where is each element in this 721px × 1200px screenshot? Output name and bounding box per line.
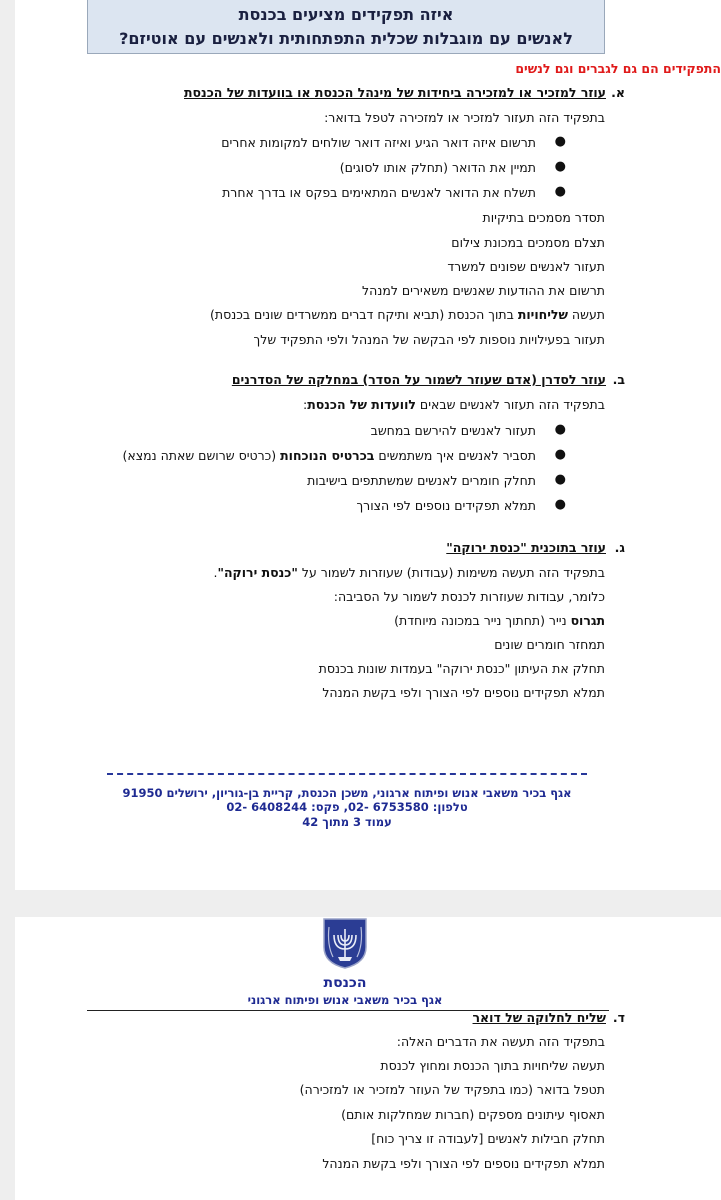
section-a-line: תצלם מסמכים במכונת צילום bbox=[451, 235, 605, 250]
section-b-bullet: תמלא תפקידים נוספים לפי הצורך bbox=[356, 498, 536, 513]
section-b-bullet: תעזור לאנשים להירשם במחשב bbox=[370, 423, 536, 438]
section-a-line: תעזור לאנשים שפונים למשרד bbox=[447, 259, 605, 274]
bullet-icon: ● bbox=[554, 447, 566, 462]
section-a-bullet: תמיין את הדואר (תחלק אותו לסוגים) bbox=[339, 160, 536, 175]
bullet-icon: ● bbox=[554, 159, 566, 174]
section-a-line: תעזור בפעילויות נוספות לפי הבקשה של המנהל ולפי התפקיד שלך bbox=[253, 332, 605, 347]
section-d-line: תטפל בדואר (כמו בתפקיד של העוזר למזכיר או למזכירה) bbox=[299, 1082, 605, 1097]
section-a-heading: עוזר למזכיר או למזכירה ביחידות של מינהל הכנסת או בוועדות של הכנסת bbox=[184, 85, 606, 100]
section-c-line: תמחזר חומרים שונים bbox=[494, 637, 605, 652]
knesset-emblem-icon bbox=[322, 917, 368, 969]
section-c-letter: ג. bbox=[614, 540, 625, 555]
section-a-line: תרשום את ההודעות שאנשים משאירים למנהל bbox=[362, 283, 605, 298]
footer-address: אגף בכיר משאבי אנוש ופיתוח ארגוני, משכן הכנסת, קריית בן-גוריון, ירושלים 91950 bbox=[122, 786, 572, 800]
section-c-heading: עוזר בתוכנית "כנסת ירוקה" bbox=[446, 540, 606, 555]
footer-phone: טלפון: 6753580 -02, פקס: 6408244 -02 bbox=[226, 800, 468, 814]
section-a-line: תסדר מסמכים בתיקיות bbox=[482, 210, 605, 225]
bullet-icon: ● bbox=[554, 472, 566, 487]
knesset-org-name: הכנסת bbox=[323, 975, 367, 991]
title-box bbox=[87, 0, 605, 54]
section-d-line: תעשה שליחויות בתוך הכנסת ומחוץ לכנסת bbox=[380, 1058, 605, 1073]
section-b-intro: בתפקיד הזה תעזור לאנשים שבאים לוועדות של הכנסת: bbox=[302, 397, 605, 412]
department-name: אגף בכיר משאבי אנוש ופיתוח ארגוני bbox=[247, 993, 443, 1007]
section-c-line: תחלק את העיתון "כנסת ירוקה" בעמדות שונות בכנסת bbox=[318, 661, 605, 676]
bullet-icon: ● bbox=[554, 134, 566, 149]
section-d-line: תמלא תפקידים נוספים לפי הצורך ולפי בקשת המנהל bbox=[322, 1156, 605, 1171]
footer-divider bbox=[107, 773, 587, 775]
section-c-line: תמלא תפקידים נוספים לפי הצורך ולפי בקשת המנהל bbox=[322, 685, 605, 700]
document-page-3 bbox=[15, 0, 721, 890]
title-line-2: לאנשים עם מוגבלות שכלית התפתחותית ולאנשים עם אוטיזם? bbox=[119, 29, 573, 48]
section-a-letter: א. bbox=[611, 85, 625, 100]
section-d-heading: שליח לחלוקה של דואר bbox=[472, 1010, 606, 1025]
gender-note: התפקידים הם גם לגברים וגם לנשים bbox=[515, 61, 721, 76]
page-number: עמוד 3 מתוך 42 bbox=[302, 815, 392, 829]
section-d-line: תחלק חבילות לאנשים [לעבודה זו צריך כוח] bbox=[371, 1131, 605, 1146]
bullet-icon: ● bbox=[554, 184, 566, 199]
section-d-line: תאסוף עיתונים מספקים (חברות שמחלקות אותם) bbox=[341, 1107, 605, 1122]
section-c-line: כלומר, עבודות שעוזרות לכנסת לשמור על הסביבה: bbox=[333, 589, 605, 604]
section-b-heading: עוזר לסדרן (אדם שעוזר לשמור על הסדר) במחלקה של הסדרנים bbox=[231, 372, 606, 387]
section-a-errands-line: תעשה שליחויות בתוך הכנסת (תביא ותיקח דברים ממשרדים שונים בכנסת) bbox=[210, 307, 605, 322]
bullet-icon: ● bbox=[554, 422, 566, 437]
section-d-line: בתפקיד הזה תעשה את הדברים האלה: bbox=[396, 1034, 605, 1049]
section-b-bullet: תחלק חומרים לאנשים שמשתתפים בישיבות bbox=[307, 473, 536, 488]
document-page-4 bbox=[15, 917, 721, 1200]
section-c-intro: בתפקיד הזה תעשה משימות (עבודות) שעוזרות לשמור על "כנסת ירוקה". bbox=[213, 565, 605, 580]
section-c-shred-line: תגרוס נייר (תחתוך נייר במכונה מיוחדת) bbox=[394, 613, 605, 628]
section-d-letter: ד. bbox=[612, 1010, 625, 1025]
section-b-bullet: תסביר לאנשים איך משתמשים בכרטיס הנוכחות (כרטיס שרושם שאתה נמצא) bbox=[122, 448, 536, 463]
section-b-letter: ב. bbox=[612, 372, 625, 387]
title-line-1: איזה תפקידים מציעים בכנסת bbox=[238, 5, 454, 24]
bullet-icon: ● bbox=[554, 497, 566, 512]
section-a-bullet: תרשום איזה דואר הגיע ואיזה דואר שולחים למקומות אחרים bbox=[221, 135, 536, 150]
section-a-bullet: תשלח את הדואר לאנשים המתאימים בפקס או בדרך אחרת bbox=[222, 185, 536, 200]
section-a-intro: בתפקיד הזה תעזור למזכיר או למזכירה לטפל בדואר: bbox=[324, 110, 605, 125]
